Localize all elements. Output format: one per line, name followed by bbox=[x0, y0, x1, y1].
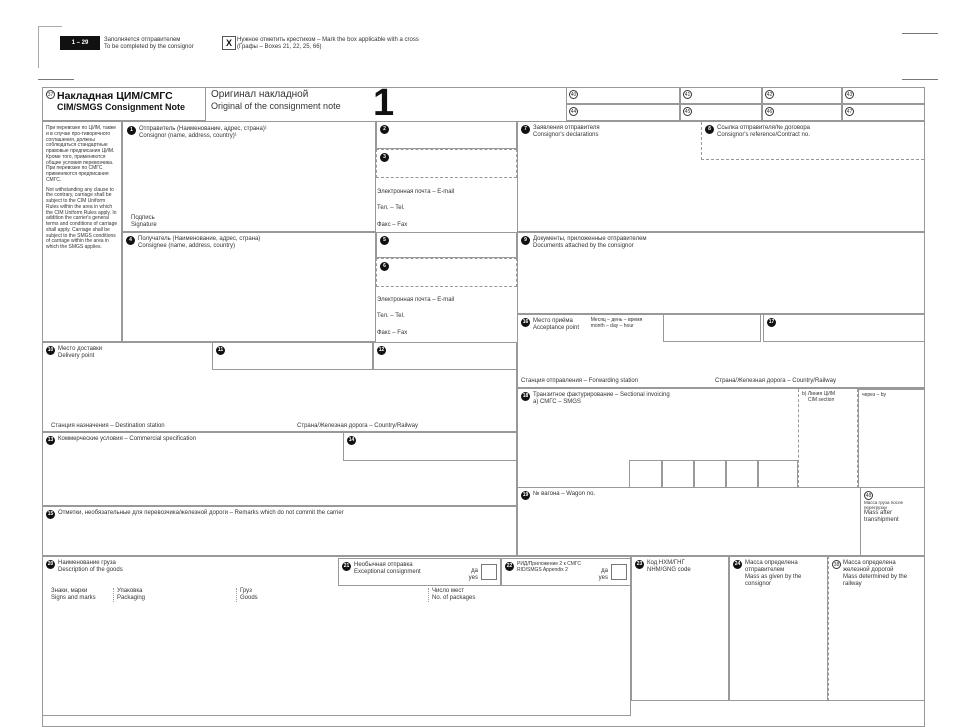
consignor-reference-box[interactable]: 8 Ссылка отправителя/№ договора Consignor's reference/Contract no. bbox=[701, 122, 924, 160]
mass-consignor-box[interactable]: 24 Масса определена отправителем Mass as given by the consignor bbox=[729, 556, 828, 701]
box-11[interactable]: 11 bbox=[212, 342, 373, 370]
exceptional-consignment-box: 21 Необычная отправка Exceptional consignment да yes bbox=[338, 558, 501, 586]
documents-attached-box[interactable]: 9 Документы, приложенные отправителем Documents attached by the consignor bbox=[517, 232, 925, 314]
code-box-43[interactable]: 43 bbox=[842, 87, 925, 104]
crop-mark bbox=[38, 26, 39, 68]
original-label: Оригинал накладной Original of the consignment note bbox=[211, 89, 341, 111]
sectional-invoicing-box[interactable]: 18 Транзитное фактурирование – Sectional invoicing a) СМГС – SMGS bbox=[517, 388, 925, 488]
box-6[interactable]: 6 bbox=[376, 258, 517, 287]
rid-appendix-box: 22 РИД/Приложение 2 к СМГС RID/SMGS Appendix 2 да yes bbox=[501, 558, 631, 586]
legend-cross: Нужное отметить крестиком – Mark the box applicable with a cross (Графы – Boxes 21, 22, 25, 66) bbox=[237, 37, 419, 50]
rid-appendix-checkbox[interactable] bbox=[611, 564, 627, 580]
legend-consignor: Заполняется отправителем To be completed by the consignor bbox=[104, 37, 194, 50]
box-12[interactable]: 12 bbox=[373, 342, 517, 370]
goods-label: Груз Goods bbox=[236, 588, 258, 602]
mass-after-transhipment-box[interactable]: 48 Масса груза после перегрузки Mass after transhipment bbox=[860, 487, 925, 556]
code-box-45[interactable]: 45 bbox=[680, 104, 762, 121]
invoicing-cell[interactable] bbox=[758, 460, 798, 488]
invoicing-cell[interactable] bbox=[629, 460, 662, 488]
forwarding-station: Станция отправления – Forwarding station bbox=[521, 378, 639, 384]
code-box-47[interactable]: 47 bbox=[842, 104, 925, 121]
destination-country: Страна/Железная дорога – Country/Railway bbox=[297, 423, 418, 429]
cim-section-field[interactable]: b) Линия ЦИМ CIM section bbox=[798, 389, 858, 488]
mass-railway-box[interactable]: 38 Масса определена железной дорогой Mass determined by the railway bbox=[828, 556, 925, 701]
crop-mark bbox=[38, 79, 74, 80]
packaging-label: Упаковка Packaging bbox=[113, 588, 145, 602]
via-field[interactable]: через – by bbox=[858, 389, 925, 488]
invoicing-cell[interactable] bbox=[726, 460, 758, 488]
crop-mark bbox=[38, 26, 62, 27]
consignee-box[interactable]: 4 Получатель (Наименование, адрес, страна) Consignee (name, address, country) bbox=[122, 232, 376, 342]
form-title: 37 Накладная ЦИМ/СМГС CIM/SMGS Consignment Note bbox=[42, 87, 206, 121]
nhm-code-box[interactable]: 23 Код НХМ/ГНГ NHM/GNG code bbox=[631, 556, 729, 701]
code-box-42[interactable]: 42 bbox=[762, 87, 842, 104]
remarks-box[interactable]: 15 Отметки, необязательные для перевозчика/железной дороги – Remarks which do not commit the carrier bbox=[42, 506, 517, 556]
box-14[interactable]: 14 bbox=[343, 432, 517, 461]
packages-count-label: Число мест No. of packages bbox=[428, 588, 475, 602]
legal-note: При перевозке по ЦИМ, также и в случае про-тиворечного соглашения, должны соблюдаться стандартные правовые предписания ЦИМ. Кроме того, применяются общие условия перевозчика. При перевозке по СМГС применяются предписания СМГС. Not withstanding any clause to the contrary, carriage shall be subject to the CIM Uniform Rules within the area in which the CIM Uniform Rules apply. In addition the carrier's general terms and conditions of carriage shall apply. Carriage shall be subject to the SMGS conditions of carriage within the area in which the SMGS applies. bbox=[42, 121, 122, 342]
destination-station: Станция назначения – Destination station bbox=[51, 423, 165, 429]
code-box-44[interactable]: 44 bbox=[566, 104, 680, 121]
delivery-point-box[interactable]: 10 Место доставки Delivery point bbox=[42, 342, 517, 432]
box-17[interactable]: 17 bbox=[763, 314, 925, 342]
box-2[interactable]: 2 bbox=[376, 121, 517, 149]
commercial-specification-box[interactable]: 13 Коммерческие условия – Commercial specification bbox=[42, 432, 517, 506]
code-box-40[interactable]: 40 bbox=[566, 87, 680, 104]
signs-and-marks-label: Знаки, марки Signs and marks bbox=[51, 588, 96, 601]
legend-range-badge: 1 – 29 bbox=[60, 36, 100, 50]
copy-number: 1 bbox=[373, 82, 395, 124]
consignor-fax: Факс – Fax bbox=[377, 222, 408, 228]
box-3[interactable]: 3 bbox=[376, 149, 517, 178]
consignee-tel: Тел. – Tel. bbox=[377, 313, 405, 319]
invoicing-cell[interactable] bbox=[662, 460, 694, 488]
consignor-tel: Тел. – Tel. bbox=[377, 205, 405, 211]
invoicing-cell[interactable] bbox=[694, 460, 726, 488]
consignor-declarations-box[interactable]: 7 Заявления отправителя Consignor's declarations bbox=[517, 121, 925, 232]
acceptance-date-field[interactable] bbox=[663, 314, 761, 342]
consignor-email: Электронная почта – E-mail bbox=[377, 189, 455, 195]
cross-mark-example: X bbox=[222, 36, 236, 50]
acceptance-point-box[interactable]: 16 Место приёма Acceptance point Месяц – день – время month – day – hour bbox=[517, 314, 925, 388]
exceptional-consignment-checkbox[interactable] bbox=[481, 564, 497, 580]
consignor-box[interactable]: 1 Отправитель (Наименование, адрес, страна)¹ Consignor (name, address, country)¹ Подпись Signature bbox=[122, 121, 376, 232]
goods-description-box[interactable]: 20 Наименование груза Description of the goods bbox=[42, 556, 631, 716]
forwarding-country: Страна/Железная дорога – Country/Railway bbox=[715, 378, 836, 384]
crop-mark bbox=[902, 33, 938, 34]
crop-mark bbox=[902, 79, 938, 80]
consignee-email: Электронная почта – E-mail bbox=[377, 297, 455, 303]
box-5[interactable]: 5 bbox=[376, 232, 517, 258]
wagon-number-box[interactable]: 19 № вагона – Wagon no. bbox=[517, 487, 925, 556]
consignee-fax: Факс – Fax bbox=[377, 330, 408, 336]
code-box-46[interactable]: 46 bbox=[762, 104, 842, 121]
code-box-41[interactable]: 41 bbox=[680, 87, 762, 104]
